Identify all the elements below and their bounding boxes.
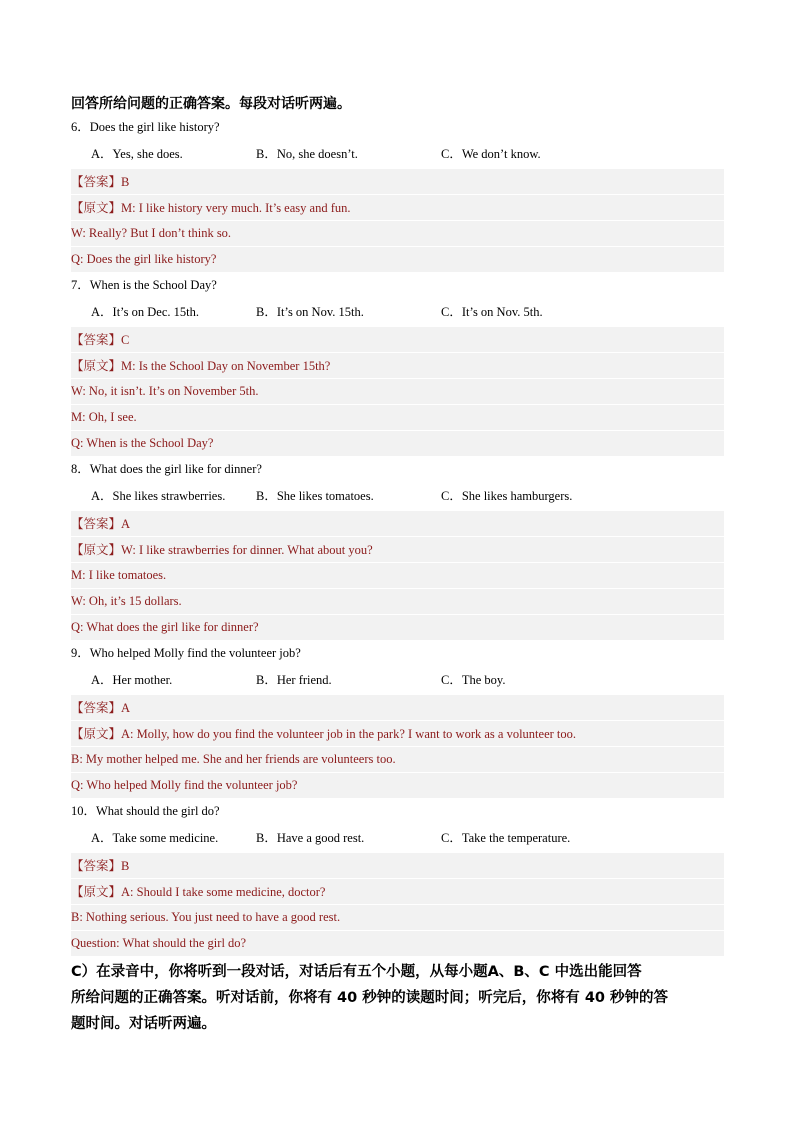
- transcript-text: A: Molly, how do you find the volunteer job in the park? I want to work as a volunteer too.: [121, 727, 577, 741]
- option-a: A．Yes, she does.: [91, 147, 183, 161]
- option-c: C．The boy.: [441, 673, 506, 687]
- answer-tag: 【答案】: [71, 858, 122, 873]
- answer-value: B: [121, 859, 130, 873]
- transcript-tag: 【原文】: [71, 358, 122, 373]
- transcript-text: W: Oh, it’s 15 dollars.: [71, 594, 182, 608]
- question-list: [71, 115, 724, 957]
- option-c: C．Take the temperature.: [441, 831, 571, 845]
- transcript-line: [71, 879, 724, 905]
- answer-block: [71, 853, 724, 957]
- answer-value: A: [121, 701, 131, 715]
- answer-block: [71, 695, 724, 799]
- option-b: B．Have a good rest.: [256, 831, 365, 845]
- transcript-line: [71, 405, 724, 431]
- option-b: B．No, she doesn’t.: [256, 147, 358, 161]
- section-c-line: 题时间。对话听两遍。: [71, 1016, 216, 1032]
- answer-block: [71, 327, 724, 457]
- transcript-line: [71, 589, 724, 615]
- transcript-line: [71, 721, 724, 747]
- section-c-paragraph: [71, 959, 724, 1037]
- transcript-text: Q: When is the School Day?: [71, 436, 214, 450]
- option-b: B．She likes tomatoes.: [256, 489, 374, 503]
- transcript-line: [71, 931, 724, 957]
- transcript-line: [71, 747, 724, 773]
- transcript-line: [71, 379, 724, 405]
- question-item: [71, 799, 724, 957]
- section-c-line: C）在录音中，你将听到一段对话，对话后有五个小题，从每小题A、B、C 中选出能回答: [71, 964, 642, 980]
- transcript-text: M: I like history very much. It’s easy and fun.: [121, 201, 351, 215]
- transcript-line: [71, 905, 724, 931]
- section-c-line: 所给问题的正确答案。听对话前，你将有 40 秒钟的读题时间；听完后，你将有 40 秒钟的答: [71, 990, 669, 1006]
- answer-line: [71, 853, 724, 879]
- transcript-text: M: Oh, I see.: [71, 410, 137, 424]
- transcript-line: [71, 247, 724, 273]
- answer-tag: 【答案】: [71, 700, 122, 715]
- transcript-text: W: Really? But I don’t think so.: [71, 226, 232, 240]
- question-stem: 8．What does the girl like for dinner?: [71, 462, 262, 476]
- transcript-text: Q: Who helped Molly find the volunteer job?: [71, 778, 298, 792]
- transcript-text: B: My mother helped me. She and her friends are volunteers too.: [71, 752, 396, 766]
- transcript-text: W: No, it isn’t. It’s on November 5th.: [71, 384, 259, 398]
- answer-tag: 【答案】: [71, 174, 122, 189]
- answer-line: [71, 695, 724, 721]
- transcript-line: [71, 431, 724, 457]
- transcript-text: A: Should I take some medicine, doctor?: [121, 885, 326, 899]
- option-c: C．It’s on Nov. 5th.: [441, 305, 543, 319]
- transcript-text: M: I like tomatoes.: [71, 568, 167, 582]
- transcript-text: B: Nothing serious. You just need to have a good rest.: [71, 910, 341, 924]
- answer-value: A: [121, 517, 131, 531]
- transcript-text: Q: Does the girl like history?: [71, 252, 217, 266]
- transcript-line: [71, 773, 724, 799]
- answer-tag: 【答案】: [71, 332, 122, 347]
- transcript-line: [71, 615, 724, 641]
- option-row: [71, 824, 724, 853]
- intro-line: 回答所给问题的正确答案。每段对话听两遍。: [71, 96, 351, 112]
- question-item: [71, 273, 724, 457]
- question-item: [71, 115, 724, 273]
- answer-value: B: [121, 175, 130, 189]
- transcript-text: M: Is the School Day on November 15th?: [121, 359, 331, 373]
- page-content: [71, 93, 724, 1037]
- transcript-line: [71, 221, 724, 247]
- transcript-line: [71, 537, 724, 563]
- transcript-line: [71, 563, 724, 589]
- answer-line: [71, 169, 724, 195]
- option-c: C．We don’t know.: [441, 147, 541, 161]
- transcript-text: Q: What does the girl like for dinner?: [71, 620, 259, 634]
- option-a: A．Take some medicine.: [91, 831, 219, 845]
- answer-block: [71, 169, 724, 273]
- question-item: [71, 641, 724, 799]
- transcript-tag: 【原文】: [71, 884, 122, 899]
- answer-line: [71, 511, 724, 537]
- answer-tag: 【答案】: [71, 516, 122, 531]
- option-row: [71, 666, 724, 695]
- transcript-line: [71, 353, 724, 379]
- question-stem: 6．Does the girl like history?: [71, 120, 220, 134]
- transcript-text: Question: What should the girl do?: [71, 936, 247, 950]
- option-row: [71, 298, 724, 327]
- option-b: B．Her friend.: [256, 673, 332, 687]
- transcript-tag: 【原文】: [71, 726, 122, 741]
- option-row: [71, 140, 724, 169]
- transcript-tag: 【原文】: [71, 542, 122, 557]
- transcript-text: W: I like strawberries for dinner. What about you?: [121, 543, 373, 557]
- question-item: [71, 457, 724, 641]
- question-stem: 7．When is the School Day?: [71, 278, 217, 292]
- option-c: C．She likes hamburgers.: [441, 489, 573, 503]
- option-row: [71, 482, 724, 511]
- option-a: A．She likes strawberries.: [91, 489, 226, 503]
- option-a: A．Her mother.: [91, 673, 173, 687]
- option-b: B．It’s on Nov. 15th.: [256, 305, 364, 319]
- answer-line: [71, 327, 724, 353]
- transcript-line: [71, 195, 724, 221]
- question-stem: 10．What should the girl do?: [71, 804, 220, 818]
- answer-value: C: [121, 333, 130, 347]
- option-a: A．It’s on Dec. 15th.: [91, 305, 199, 319]
- answer-block: [71, 511, 724, 641]
- question-stem: 9．Who helped Molly find the volunteer job?: [71, 646, 301, 660]
- transcript-tag: 【原文】: [71, 200, 122, 215]
